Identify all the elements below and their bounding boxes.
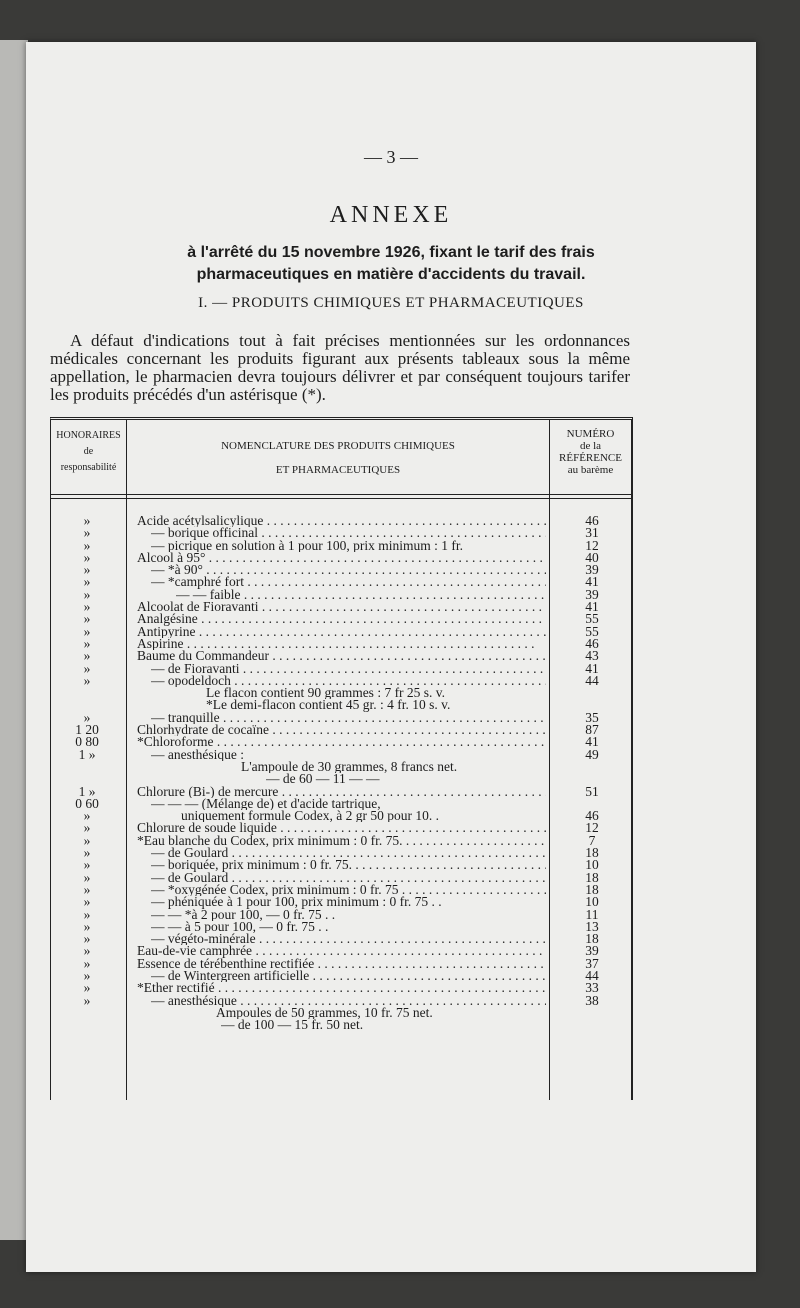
product-name: L'ampoule de 30 grammes, 8 francs net. bbox=[241, 760, 458, 774]
reference-number: 39 bbox=[585, 562, 599, 578]
honoraire-value: 1 20 bbox=[75, 722, 99, 738]
product-name: — de 60 — 11 — — bbox=[266, 773, 380, 786]
product-name: — boriquée, prix minimum : 0 fr. 75. . . . bbox=[151, 859, 546, 871]
product-name: *Chloroforme . . . bbox=[137, 736, 546, 748]
table-row bbox=[51, 967, 631, 983]
table-row bbox=[51, 660, 631, 676]
product-name: Essence de térébenthine rectifiée . . . bbox=[137, 958, 546, 970]
honoraire-value: » bbox=[83, 574, 91, 590]
header-text: au barème bbox=[567, 464, 614, 476]
honoraire-value: » bbox=[83, 635, 91, 651]
product-name: uniquement formule Codex, à 2 gr 50 pour 10. . bbox=[181, 810, 439, 823]
reference-number: 39 bbox=[585, 943, 599, 959]
reference-number: 46 bbox=[585, 808, 599, 824]
product-name: — anesthésique . . . bbox=[151, 995, 546, 1007]
reference-number: 39 bbox=[585, 586, 599, 602]
reference-number: 44 bbox=[585, 672, 599, 688]
honoraire-value: 0 60 bbox=[75, 795, 99, 811]
honoraire-value: » bbox=[83, 623, 91, 639]
product-name: — anesthésique : bbox=[151, 748, 244, 761]
product-name: — picrique en solution à 1 pour 100, prix minimum : 1 fr. bbox=[151, 539, 463, 552]
product-name: Antipyrine . . . bbox=[137, 626, 546, 638]
tariff-table bbox=[50, 417, 633, 1100]
table-row bbox=[51, 810, 631, 822]
product-name: — *à 90° . . . bbox=[151, 564, 546, 576]
honoraire-value: » bbox=[83, 820, 91, 836]
table-row bbox=[51, 982, 631, 994]
honoraire-value: » bbox=[83, 918, 91, 934]
subtitle bbox=[56, 242, 726, 286]
reference-number: 46 bbox=[585, 513, 599, 528]
header-text: NOMENCLATURE DES PRODUITS CHIMIQUES bbox=[221, 440, 455, 452]
honoraire-value: » bbox=[83, 537, 91, 553]
honoraire-value: » bbox=[83, 808, 91, 824]
honoraire-value: » bbox=[83, 992, 91, 1008]
reference-number: 12 bbox=[585, 537, 599, 553]
reference-number: 18 bbox=[585, 845, 599, 861]
honoraire-value: » bbox=[83, 586, 91, 602]
honoraire-value: » bbox=[83, 562, 91, 578]
table-row bbox=[51, 623, 631, 639]
reference-number: 43 bbox=[585, 648, 599, 664]
product-name: — de Goulard . . . bbox=[151, 872, 546, 884]
product-name: — — — (Mélange de) et d'acide tartrique, bbox=[151, 797, 381, 811]
reference-number: 35 bbox=[585, 709, 599, 725]
product-name: — de Goulard . . . bbox=[151, 847, 546, 859]
table-row bbox=[51, 576, 631, 588]
product-name: Chlorhydrate de cocaïne . . . bbox=[137, 724, 546, 736]
honoraire-value: 0 80 bbox=[75, 734, 99, 750]
subtitle-line-1: à l'arrêté du 15 novembre 1926, fixant le tarif des frais bbox=[187, 244, 595, 261]
reference-number: 31 bbox=[585, 525, 599, 541]
honoraire-value: » bbox=[83, 525, 91, 541]
table-row bbox=[51, 736, 631, 748]
honoraire-value: » bbox=[83, 906, 91, 922]
reference-number: 37 bbox=[585, 955, 599, 971]
table-row bbox=[51, 773, 631, 785]
reference-number: 41 bbox=[585, 660, 599, 676]
table-row bbox=[51, 586, 631, 602]
reference-number: 55 bbox=[585, 611, 599, 627]
honoraire-value: » bbox=[83, 599, 91, 615]
section-title: I. — PRODUITS CHIMIQUES ET PHARMACEUTIQUES bbox=[198, 295, 584, 311]
table-row bbox=[51, 761, 631, 773]
honoraire-value: » bbox=[83, 709, 91, 725]
table-row bbox=[51, 945, 631, 957]
honoraire-value: » bbox=[83, 869, 91, 885]
header-text: de la bbox=[579, 440, 602, 452]
reference-number: 46 bbox=[585, 635, 599, 651]
table-row bbox=[51, 601, 631, 613]
product-name: — de Fioravanti . . . bbox=[151, 663, 546, 675]
header-text: HONORAIRES bbox=[56, 430, 121, 441]
product-name: Ampoules de 50 grammes, 10 fr. 75 net. bbox=[216, 1006, 433, 1020]
table-row bbox=[51, 1007, 631, 1019]
reference-number: 33 bbox=[585, 980, 599, 996]
header-text: ET PHARMACEUTIQUES bbox=[275, 464, 401, 476]
product-name: Aspirine . . . bbox=[137, 638, 546, 650]
reference-number: 18 bbox=[585, 869, 599, 885]
product-name: Alcool à 95° . . . bbox=[137, 552, 546, 564]
table-row bbox=[51, 832, 631, 848]
honoraire-value: » bbox=[83, 857, 91, 873]
reference-number: 51 bbox=[585, 783, 599, 799]
table-row bbox=[51, 699, 631, 711]
table-row bbox=[51, 724, 631, 736]
reference-number: 13 bbox=[585, 918, 599, 934]
header-nomenclature bbox=[127, 434, 549, 482]
table-row bbox=[51, 515, 631, 527]
product-name: *Ether rectifié . . . bbox=[137, 982, 546, 994]
page-number: — 3 — bbox=[364, 147, 418, 167]
reference-number: 12 bbox=[585, 820, 599, 836]
honoraire-value: » bbox=[83, 845, 91, 861]
reference-number: 87 bbox=[585, 722, 599, 738]
reference-number: 10 bbox=[585, 894, 599, 910]
product-name: Eau-de-vie camphrée . . . bbox=[137, 945, 546, 957]
reference-number: 41 bbox=[585, 574, 599, 590]
honoraire-value: » bbox=[83, 648, 91, 664]
table-row bbox=[51, 613, 631, 625]
table-row bbox=[51, 918, 631, 934]
table-row bbox=[51, 869, 631, 885]
subtitle-line-2: pharmaceutiques en matière d'accidents du travail. bbox=[196, 266, 586, 283]
reference-number: 18 bbox=[585, 881, 599, 897]
table-row bbox=[51, 881, 631, 897]
product-name: Baume du Commandeur . . . bbox=[137, 650, 546, 662]
header-text: de bbox=[83, 446, 94, 457]
honoraire-value: » bbox=[83, 955, 91, 971]
reference-number: 18 bbox=[585, 931, 599, 947]
reference-number: 10 bbox=[585, 857, 599, 873]
product-name: *Le demi-flacon contient 45 gr. : 4 fr. 10 s. v. bbox=[206, 699, 451, 712]
honoraire-value: » bbox=[83, 943, 91, 959]
product-name: — tranquille . . . bbox=[151, 712, 546, 724]
product-name: Chlorure (Bi-) de mercure . . . bbox=[137, 786, 546, 798]
table-row bbox=[51, 635, 631, 651]
honoraire-value: » bbox=[83, 513, 91, 528]
product-name: — — *à 2 pour 100, — 0 fr. 75 . . bbox=[151, 908, 336, 921]
honoraire-value: » bbox=[83, 660, 91, 676]
reference-number: 38 bbox=[585, 992, 599, 1008]
table-row bbox=[51, 650, 631, 662]
honoraire-value: 1 » bbox=[78, 746, 96, 762]
header-reference bbox=[550, 428, 631, 476]
product-name: Acide acétylsalicylique . . . bbox=[137, 515, 546, 527]
product-name: — borique officinal . . . bbox=[151, 527, 546, 539]
header-text: RÉFÉRENCE bbox=[559, 452, 622, 464]
reference-number: 41 bbox=[585, 734, 599, 750]
honoraire-value: 1 » bbox=[78, 783, 96, 799]
header-text: NUMÉRO bbox=[566, 428, 615, 440]
reference-number: 41 bbox=[585, 599, 599, 615]
table-row bbox=[51, 896, 631, 908]
product-name: — de 100 — 15 fr. 50 net. bbox=[221, 1019, 364, 1032]
honoraire-value: » bbox=[83, 611, 91, 627]
product-name: — — à 5 pour 100, — 0 fr. 75 . . bbox=[151, 920, 329, 934]
honoraire-value: » bbox=[83, 832, 91, 848]
table-row bbox=[51, 564, 631, 576]
header-rule bbox=[51, 494, 631, 499]
table-row bbox=[51, 822, 631, 834]
product-name: — *oxygénée Codex, prix minimum : 0 fr. 75 . . . bbox=[151, 884, 546, 896]
header-text: responsabilité bbox=[60, 462, 117, 473]
table-row bbox=[51, 672, 631, 688]
honoraire-value: » bbox=[83, 894, 91, 910]
table-row bbox=[51, 906, 631, 922]
table-row bbox=[51, 859, 631, 871]
product-name: — *camphré fort . . . bbox=[151, 576, 546, 588]
document-page bbox=[26, 42, 756, 1272]
table-row bbox=[51, 549, 631, 565]
table-row bbox=[51, 955, 631, 971]
table-body bbox=[51, 515, 631, 1031]
table-row bbox=[51, 795, 631, 811]
honoraire-value: » bbox=[83, 931, 91, 947]
table-row bbox=[51, 847, 631, 859]
honoraire-value: » bbox=[83, 672, 91, 688]
header-honoraires bbox=[51, 428, 126, 476]
table-row bbox=[51, 1019, 631, 1031]
table-row bbox=[51, 746, 631, 762]
table-row bbox=[51, 687, 631, 699]
honoraire-value: » bbox=[83, 549, 91, 565]
honoraire-value: » bbox=[83, 967, 91, 983]
table-row bbox=[51, 709, 631, 725]
product-name: Alcoolat de Fioravanti . . . bbox=[137, 601, 546, 613]
table-row bbox=[51, 537, 631, 553]
table-row bbox=[51, 527, 631, 539]
honoraire-value: » bbox=[83, 980, 91, 996]
product-name: *Eau blanche du Codex, prix minimum : 0 fr. 75. . . . bbox=[137, 835, 546, 847]
reference-number: 55 bbox=[585, 623, 599, 639]
table-row bbox=[51, 783, 631, 799]
reference-number: 44 bbox=[585, 967, 599, 983]
product-name: — phéniquée à 1 pour 100, prix minimum : 0 fr. 75 . . bbox=[151, 896, 442, 909]
page-title: ANNEXE bbox=[329, 202, 453, 228]
product-name: — végéto-minérale . . . bbox=[151, 933, 546, 945]
product-name: Le flacon contient 90 grammes : 7 fr 25 s. v. bbox=[206, 687, 446, 700]
reference-number: 11 bbox=[585, 906, 599, 922]
product-name: — opodeldoch . . . bbox=[151, 675, 546, 687]
honoraire-value: » bbox=[83, 881, 91, 897]
product-name: Chlorure de soude liquide . . . bbox=[137, 822, 546, 834]
table-row bbox=[51, 933, 631, 945]
table-row bbox=[51, 992, 631, 1008]
intro-paragraph: A défaut d'indications tout à fait précises mentionnées sur les ordonnances médicales concernant les produits figurant aux présents tableaux sous la même appellation, le pharmacien devra toujours délivrer et par conséquent toujours tarifer les produits précédés d'un astérisque (*). bbox=[50, 331, 630, 404]
product-name: — de Wintergreen artificielle . . . bbox=[151, 970, 546, 982]
reference-number: 49 bbox=[585, 746, 599, 762]
product-name: Analgésine . . . bbox=[137, 613, 546, 625]
adjacent-page-edge bbox=[0, 40, 28, 1240]
reference-number: 40 bbox=[585, 549, 599, 565]
reference-number: 7 bbox=[588, 832, 596, 848]
product-name: — — faible . . . bbox=[176, 589, 546, 601]
